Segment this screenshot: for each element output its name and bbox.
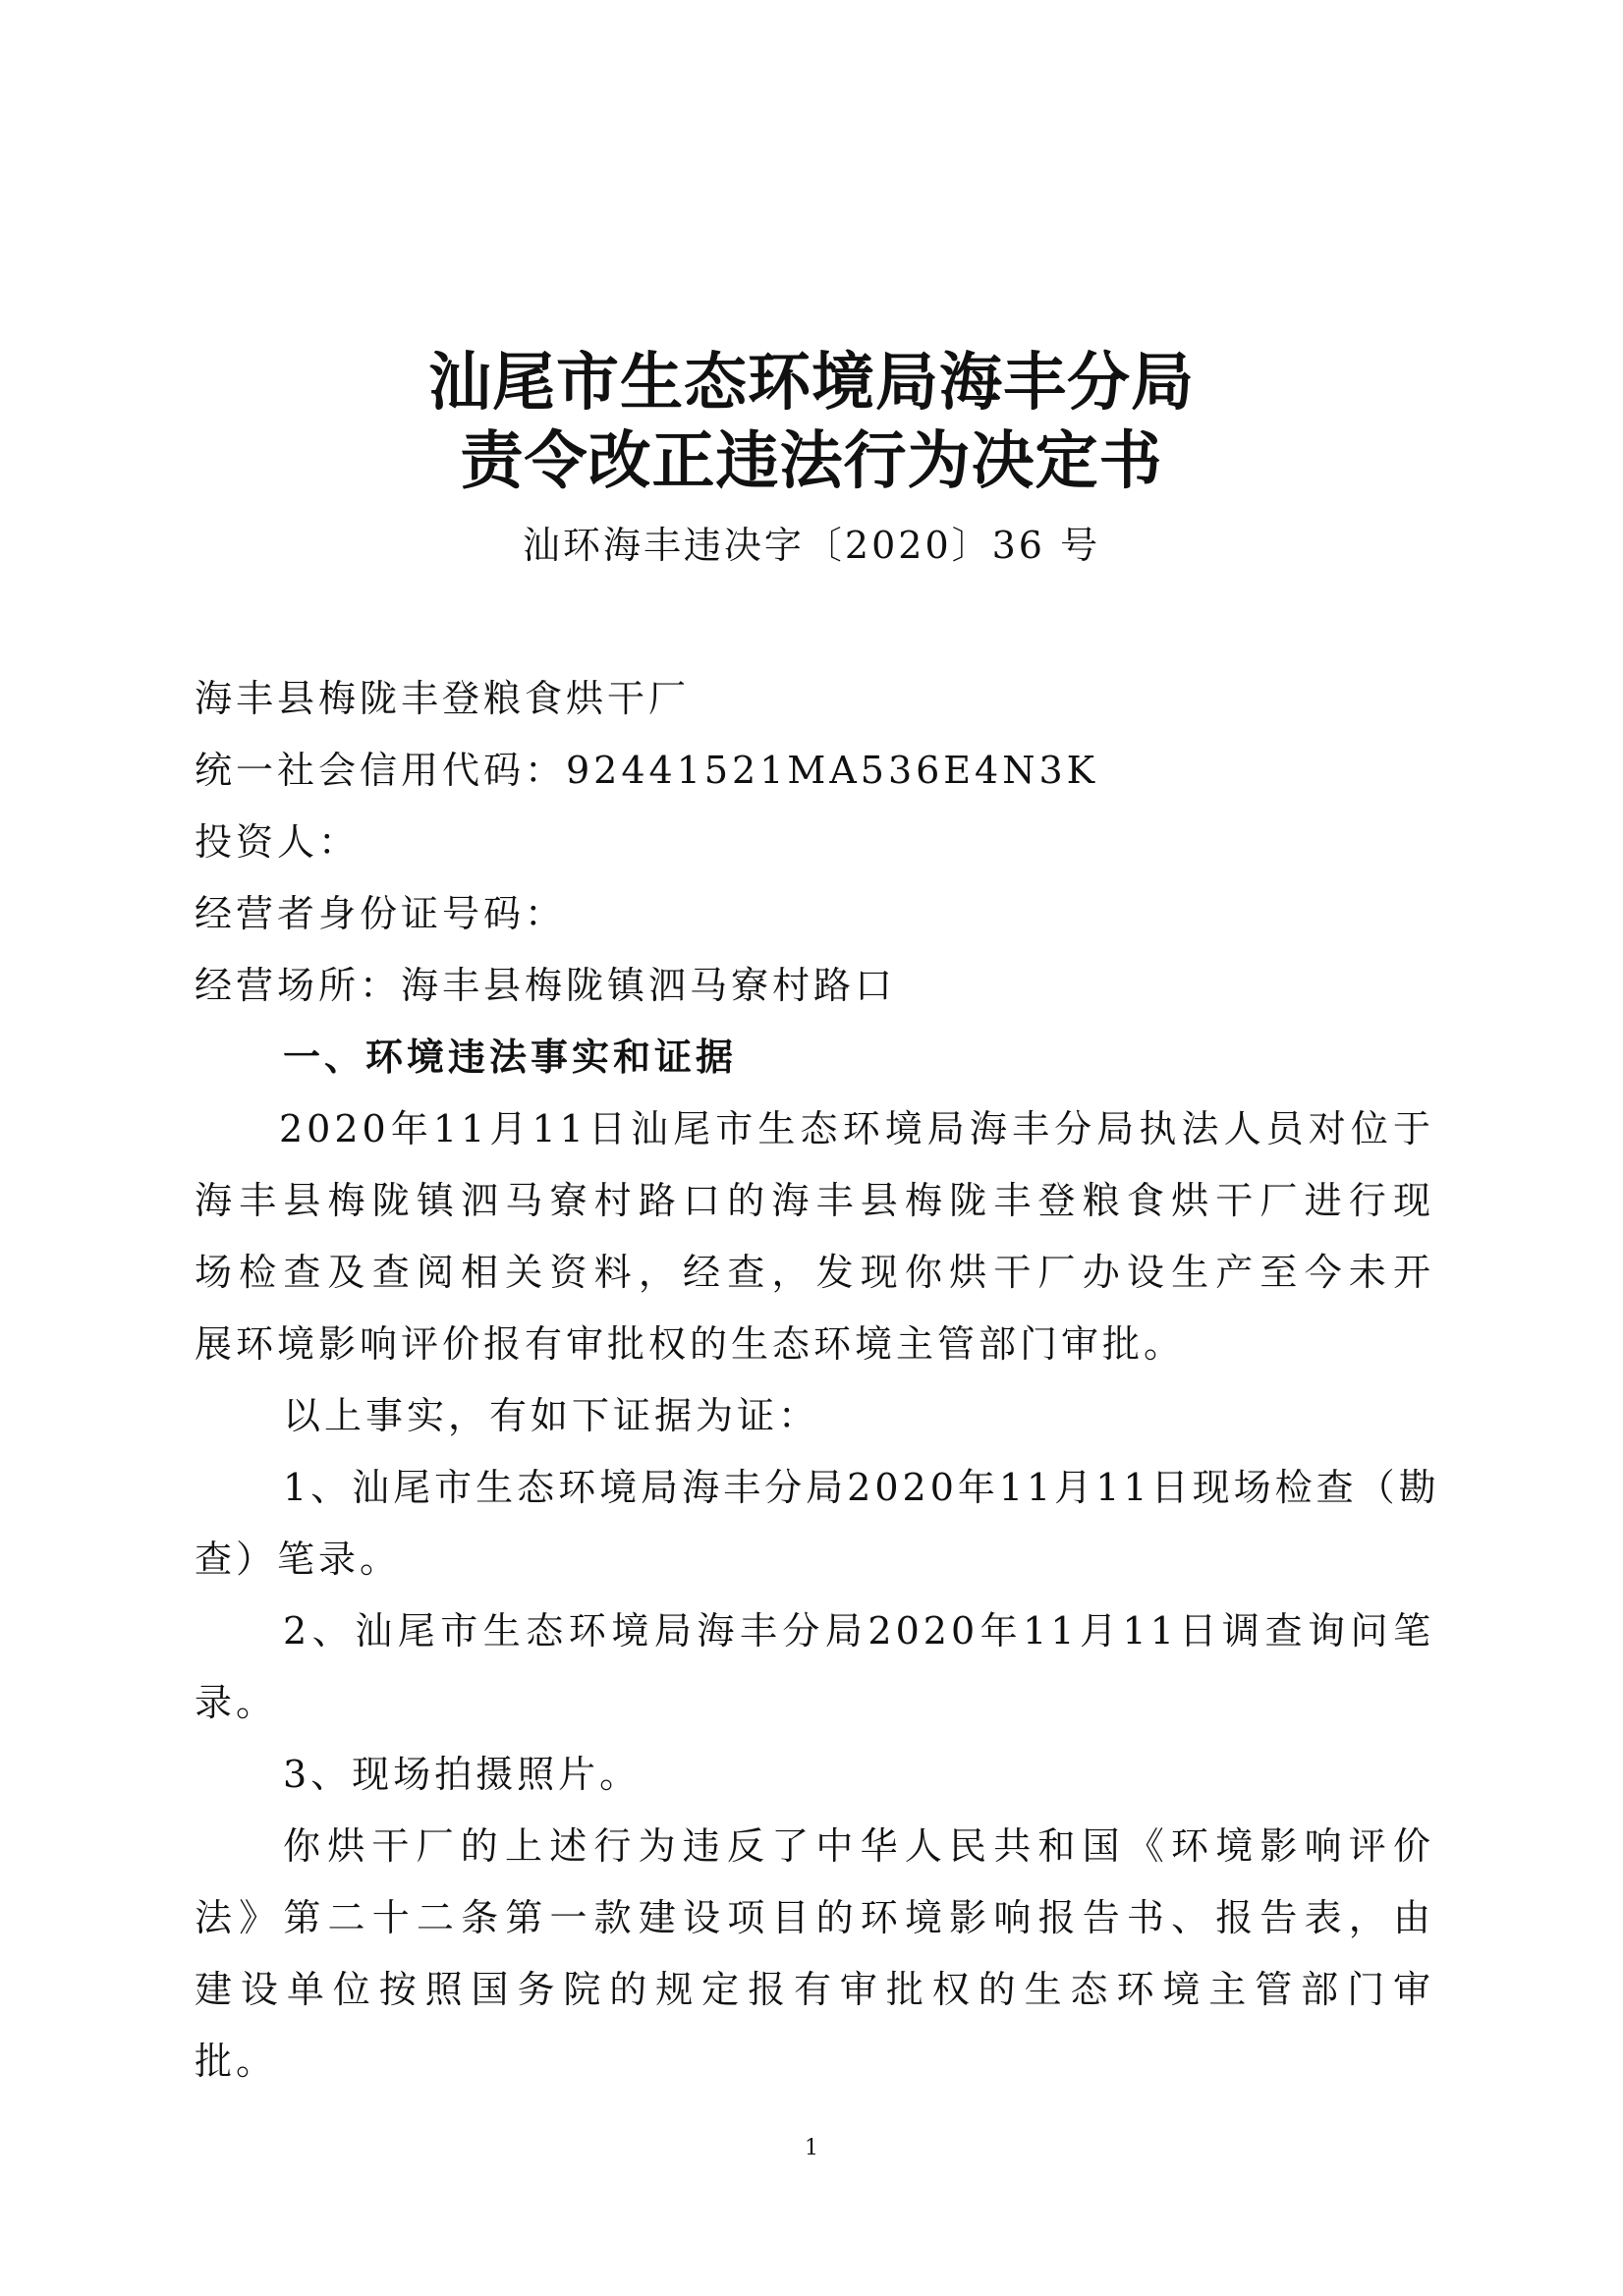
fact-line: 展环境影响评价报有审批权的生态环境主管部门审批。 <box>195 1322 1186 1366</box>
fact-line: 海丰县梅陇镇泗马寮村路口的海丰县梅陇丰登粮食烘干厂进行现 <box>195 1179 1434 1222</box>
evidence-item-2-cont: 录。 <box>195 1681 278 1724</box>
party-address: 经营场所：海丰县梅陇镇泗马寮村路口 <box>195 964 897 1007</box>
page-number: 1 <box>805 2136 818 2160</box>
document-title-line1: 汕尾市生态环境局海丰分局 <box>428 347 1195 420</box>
party-credit-code: 统一社会信用代码：92441521MA536E4N3K <box>195 749 1099 792</box>
evidence-item-1: 1、汕尾市生态环境局海丰分局2020年11月11日现场检查（勘 <box>283 1466 1440 1509</box>
section-heading: 一、环境违法事实和证据 <box>283 1036 738 1079</box>
evidence-item-1-cont: 查）笔录。 <box>195 1538 402 1581</box>
fact-line: 2020年11月11日汕尾市生态环境局海丰分局执法人员对位于 <box>279 1107 1434 1150</box>
violation-line: 批。 <box>195 2040 278 2083</box>
evidence-item-3: 3、现场拍摄照片。 <box>283 1753 642 1796</box>
party-operator-id: 经营者身份证号码： <box>195 892 567 935</box>
evidence-intro: 以上事实，有如下证据为证： <box>283 1394 820 1437</box>
document-title-line2: 责令改正违法行为决定书 <box>460 425 1163 498</box>
evidence-item-2: 2、汕尾市生态环境局海丰分局2020年11月11日调查询问笔 <box>283 1609 1434 1652</box>
document-number: 汕环海丰违决字〔2020〕36 号 <box>522 524 1101 567</box>
violation-line: 法》第二十二条第一款建设项目的环境影响报告书、报告表，由 <box>195 1896 1434 1939</box>
party-investor: 投资人： <box>195 820 361 864</box>
violation-line: 建设单位按照国务院的规定报有审批权的生态环境主管部门审 <box>195 1968 1434 2011</box>
party-name: 海丰县梅陇丰登粮食烘干厂 <box>195 677 691 720</box>
violation-line: 你烘干厂的上述行为违反了中华人民共和国《环境影响评价 <box>283 1824 1434 1868</box>
fact-line: 场检查及查阅相关资料，经查，发现你烘干厂办设生产至今未开 <box>195 1251 1434 1294</box>
